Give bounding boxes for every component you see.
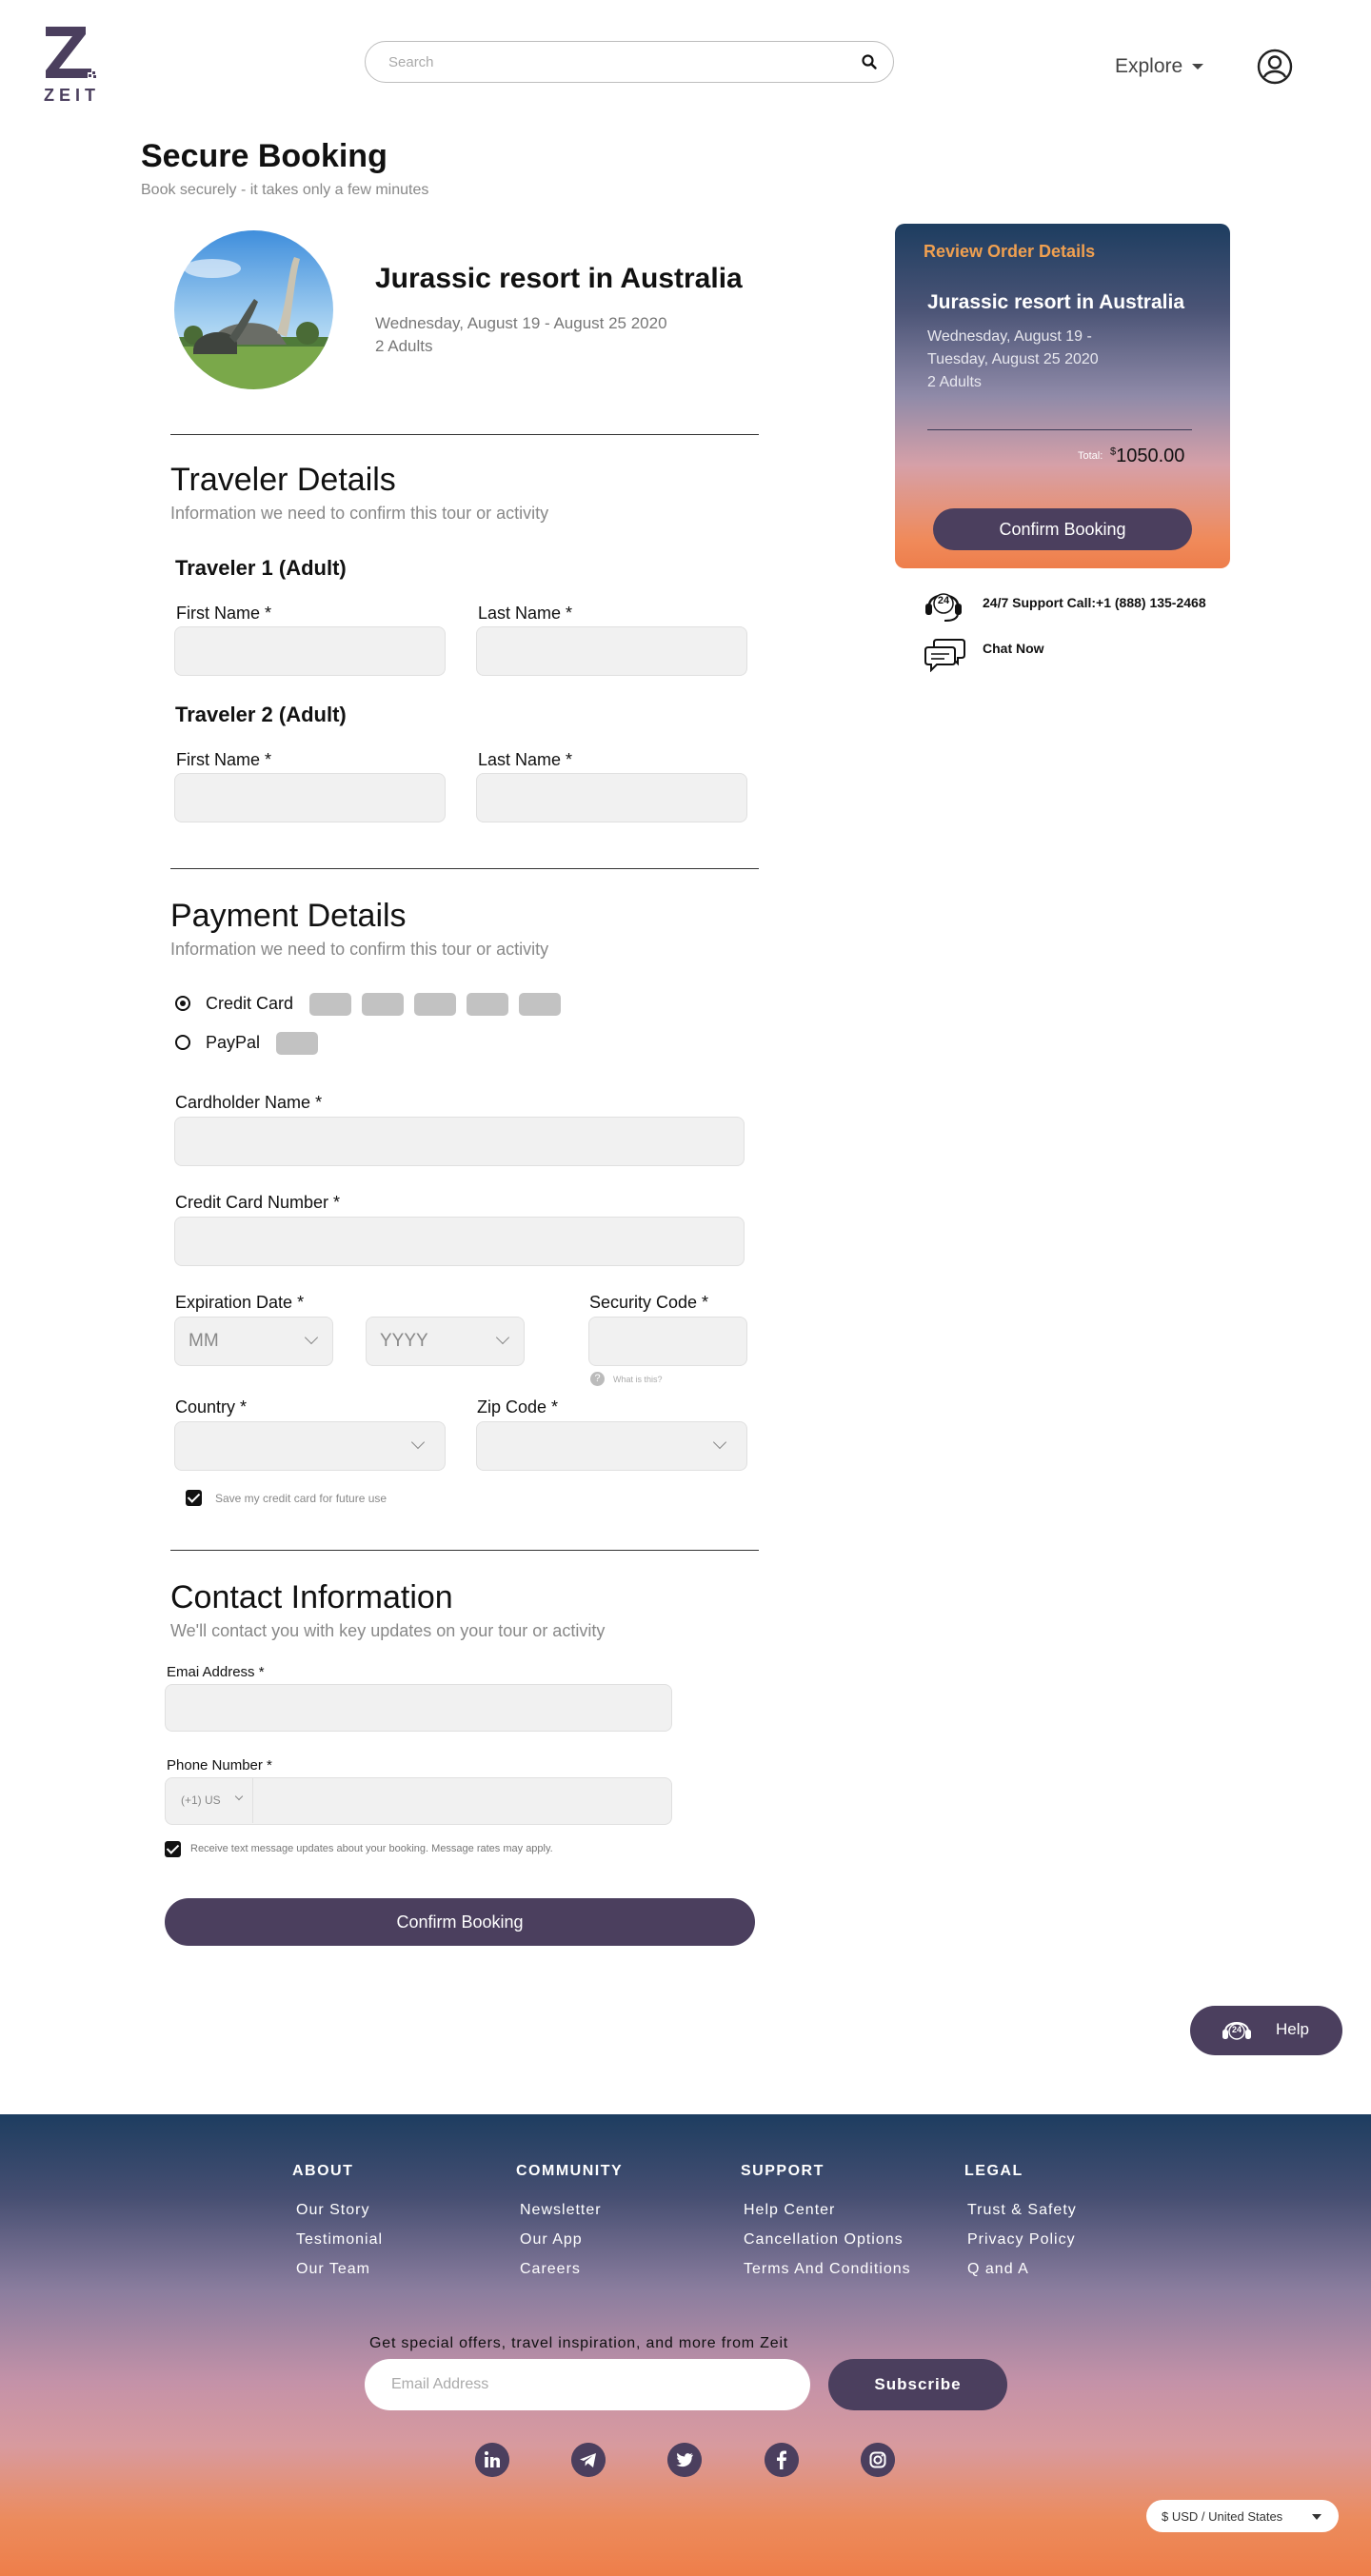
payment-section-subtitle: Information we need to confirm this tour or activity	[170, 940, 549, 959]
card-confirm-booking-button[interactable]: Confirm Booking	[933, 508, 1192, 550]
footer-link-our-team[interactable]: Our Team	[296, 2261, 370, 2277]
footer-heading-support: SUPPORT	[741, 2163, 825, 2179]
total-value: 1050.00	[1116, 446, 1185, 466]
chat-bubbles-icon[interactable]	[924, 634, 967, 672]
divider	[170, 1550, 759, 1551]
traveler-2-title: Traveler 2 (Adult)	[175, 703, 347, 726]
sms-updates-checkbox[interactable]	[165, 1841, 181, 1857]
traveler-1-last-name-field[interactable]	[476, 626, 747, 676]
expiration-year-select[interactable]	[366, 1317, 525, 1366]
paypal-radio[interactable]	[175, 1035, 190, 1050]
zeit-logo[interactable]	[44, 25, 97, 86]
chevron-down-icon	[305, 1331, 318, 1344]
facebook-icon[interactable]	[765, 2443, 799, 2477]
confirm-booking-button[interactable]: Confirm Booking	[165, 1898, 755, 1946]
zip-select[interactable]	[476, 1421, 747, 1471]
telegram-icon[interactable]	[571, 2443, 606, 2477]
save-card-label: Save my credit card for future use	[215, 1492, 387, 1505]
footer-link-trust-safety[interactable]: Trust & Safety	[967, 2202, 1077, 2218]
help-label: Help	[1276, 2020, 1309, 2038]
security-code-label: Security Code *	[589, 1293, 709, 1312]
resort-title: Jurassic resort in Australia	[375, 263, 743, 294]
currency-symbol: $	[1110, 446, 1117, 458]
newsletter-email-box[interactable]	[365, 2359, 810, 2410]
explore-menu[interactable]	[1115, 55, 1203, 78]
user-account-icon[interactable]	[1257, 49, 1293, 85]
help-badge-text: 24	[1231, 2025, 1242, 2034]
card-logo-icon	[309, 993, 351, 1016]
contact-section-title: Contact Information	[170, 1579, 453, 1615]
twitter-icon[interactable]	[667, 2443, 702, 2477]
footer-link-newsletter[interactable]: Newsletter	[520, 2202, 602, 2218]
footer-heading-about: ABOUT	[292, 2163, 354, 2179]
review-guests: 2 Adults	[927, 374, 982, 390]
footer-heading-legal: LEGAL	[964, 2163, 1023, 2179]
phone-label: Phone Number *	[167, 1757, 272, 1773]
expiration-label: Expiration Date *	[175, 1293, 305, 1312]
chevron-down-icon	[235, 1793, 243, 1800]
caret-down-icon	[1192, 64, 1203, 69]
resort-guests: 2 Adults	[375, 337, 433, 355]
traveler-1-last-name-label: Last Name *	[478, 604, 573, 623]
traveler-2-last-name-label: Last Name *	[478, 750, 573, 769]
footer-link-careers[interactable]: Careers	[520, 2261, 581, 2277]
review-date-start: Wednesday, August 19 -	[927, 328, 1092, 345]
phone-field[interactable]	[165, 1777, 672, 1825]
logo-text: ZEIT	[44, 86, 100, 105]
divider	[170, 434, 759, 435]
footer-link-terms[interactable]: Terms And Conditions	[744, 2261, 911, 2277]
traveler-2-last-name-field[interactable]	[476, 773, 747, 822]
expiration-month-select[interactable]	[174, 1317, 333, 1366]
credit-card-radio[interactable]	[175, 996, 190, 1011]
traveler-2-first-name-field[interactable]	[174, 773, 446, 822]
currency-region-value: $ USD / United States	[1162, 2509, 1283, 2524]
support-phone[interactable]: 24/7 Support Call:+1 (888) 135-2468	[983, 595, 1206, 610]
email-label: Emai Address *	[167, 1664, 265, 1680]
save-card-checkbox[interactable]	[186, 1490, 202, 1506]
page-title: Secure Booking	[141, 138, 387, 174]
newsletter-offer-text: Get special offers, travel inspiration, and more from Zeit	[369, 2335, 789, 2351]
traveler-section-title: Traveler Details	[170, 462, 396, 498]
newsletter-email-input[interactable]	[391, 2374, 772, 2395]
footer-heading-community: COMMUNITY	[516, 2163, 624, 2179]
card-number-label: Credit Card Number *	[175, 1193, 341, 1212]
sms-updates-label: Receive text message updates about your booking. Message rates may apply.	[190, 1843, 553, 1854]
cardholder-field[interactable]	[174, 1117, 745, 1166]
review-date-end: Tuesday, August 25 2020	[927, 351, 1099, 367]
zip-label: Zip Code *	[477, 1397, 559, 1417]
footer-link-our-story[interactable]: Our Story	[296, 2202, 370, 2218]
subscribe-button[interactable]: Subscribe	[828, 2359, 1007, 2410]
card-divider	[927, 429, 1192, 430]
page-subtitle: Book securely - it takes only a few minutes	[141, 182, 429, 198]
card-logo-icon	[414, 993, 456, 1016]
month-placeholder: MM	[189, 1331, 219, 1351]
country-code-select[interactable]	[166, 1778, 253, 1823]
review-resort-name: Jurassic resort in Australia	[927, 291, 1185, 313]
footer-link-qa[interactable]: Q and A	[967, 2261, 1029, 2277]
resort-dates: Wednesday, August 19 - August 25 2020	[375, 314, 667, 332]
payment-section-title: Payment Details	[170, 898, 407, 934]
total-label: Total:	[1078, 450, 1103, 462]
cardholder-label: Cardholder Name *	[175, 1093, 323, 1112]
card-logo-icon	[362, 993, 404, 1016]
divider	[170, 868, 759, 869]
country-code-value: (+1) US	[181, 1793, 221, 1807]
traveler-section-subtitle: Information we need to confirm this tour or activity	[170, 504, 549, 523]
footer-link-cancellation[interactable]: Cancellation Options	[744, 2231, 904, 2248]
search-icon[interactable]	[861, 53, 878, 70]
security-code-field[interactable]	[588, 1317, 747, 1366]
country-select[interactable]	[174, 1421, 446, 1471]
card-logo-icon	[467, 993, 508, 1016]
help-circle-icon[interactable]: ?	[590, 1372, 605, 1386]
traveler-1-first-name-label: First Name *	[176, 604, 272, 623]
chevron-down-icon	[496, 1331, 509, 1344]
search-bar[interactable]	[365, 41, 894, 83]
instagram-icon[interactable]	[861, 2443, 895, 2477]
review-heading: Review Order Details	[924, 242, 1096, 261]
credit-card-label: Credit Card	[206, 994, 294, 1013]
email-field[interactable]	[165, 1684, 672, 1732]
total-amount	[1110, 446, 1184, 467]
help-button[interactable]	[1190, 2006, 1342, 2055]
chevron-down-icon	[713, 1436, 726, 1449]
resort-photo	[174, 230, 333, 389]
chevron-down-icon	[411, 1436, 425, 1449]
traveler-1-first-name-field[interactable]	[174, 626, 446, 676]
paypal-logo-icon	[276, 1032, 318, 1055]
linkedin-icon[interactable]	[475, 2443, 509, 2477]
year-placeholder: YYYY	[380, 1331, 428, 1351]
currency-region-selector[interactable]	[1146, 2500, 1339, 2532]
what-is-this-link[interactable]: What is this?	[613, 1375, 663, 1384]
traveler-1-title: Traveler 1 (Adult)	[175, 556, 347, 580]
card-number-field[interactable]	[174, 1217, 745, 1266]
footer-link-our-app[interactable]: Our App	[520, 2231, 583, 2248]
paypal-label: PayPal	[206, 1033, 261, 1052]
card-logo-icon	[519, 993, 561, 1016]
country-label: Country *	[175, 1397, 248, 1417]
footer-link-privacy[interactable]: Privacy Policy	[967, 2231, 1076, 2248]
footer-link-help-center[interactable]: Help Center	[744, 2202, 836, 2218]
caret-down-icon	[1312, 2514, 1321, 2520]
chat-now-link[interactable]: Chat Now	[983, 641, 1044, 656]
footer-link-testimonial[interactable]: Testimonial	[296, 2231, 384, 2248]
contact-section-subtitle: We'll contact you with key updates on your tour or activity	[170, 1621, 606, 1640]
traveler-2-first-name-label: First Name *	[176, 750, 272, 769]
explore-label: Explore	[1115, 55, 1183, 77]
search-input[interactable]	[388, 51, 826, 72]
support-badge-text: 24	[937, 595, 950, 606]
